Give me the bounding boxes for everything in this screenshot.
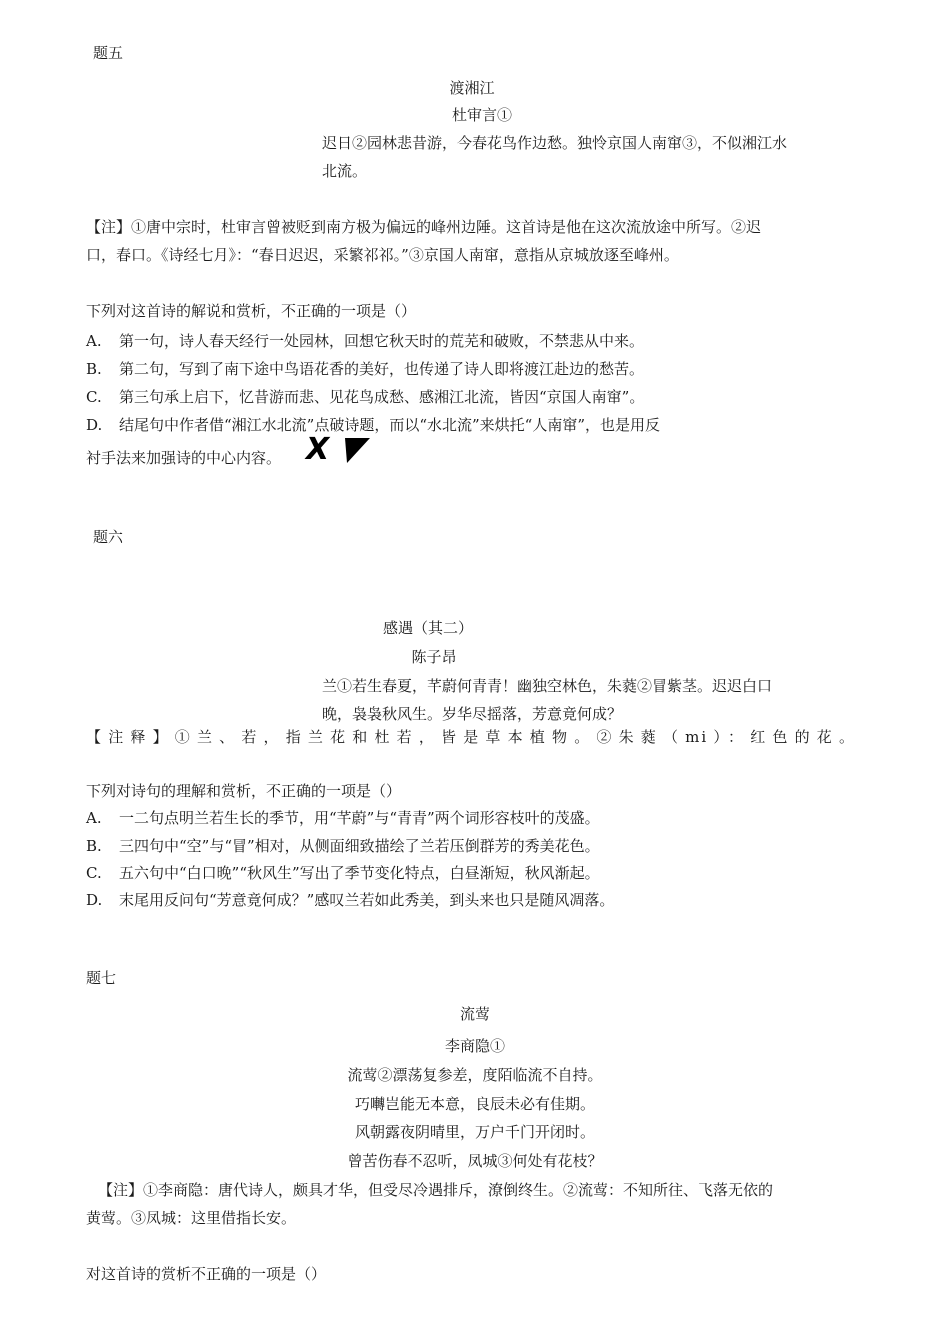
q5-poem-line-2: 北流。 xyxy=(322,162,368,180)
x-mark-icon: X xyxy=(306,432,330,467)
q5-question: 下列对这首诗的解说和赏析，不正确的一项是（） xyxy=(86,302,417,320)
q5-option-d: D. 结尾句中作者借“湘江水北流”点破诗题，而以“水北流”来烘托“人南窜”，也是用反 xyxy=(86,416,661,434)
q6-option-d: D. 末尾用反问句“芳意竟何成？”感叹兰若如此秀美，到头来也只是随风凋落。 xyxy=(86,891,615,909)
q6-note: 【注释】①兰、若，指兰花和杜若，皆是草本植物。②朱蕤（mi）：红色的花。 xyxy=(86,728,856,746)
q7-poem-author: 李商隐① xyxy=(444,1037,506,1055)
q5-poem-author: 杜审言① xyxy=(451,106,513,124)
triangle-mark-icon xyxy=(343,436,371,464)
q6-option-c: C. 五六句中“白口晚”“秋风生”写出了季节变化特点，白昼渐短，秋风渐起。 xyxy=(86,864,600,882)
q5-option-b: B. 第二句，写到了南下途中鸟语花香的美好，也传递了诗人即将渡江赴边的愁苦。 xyxy=(86,360,645,378)
q6-heading: 题六 xyxy=(93,528,124,546)
q6-poem-line-1: 兰①若生春夏，芊蔚何青青！幽独空林色，朱蕤②冒紫茎。迟迟白口 xyxy=(322,677,773,695)
q7-poem-line-2: 巧囀岂能无本意，良辰未必有佳期。 xyxy=(354,1095,595,1113)
q5-option-a: A. 第一句，诗人春天经行一处园林，回想它秋天时的荒芜和破败，不禁悲从中来。 xyxy=(86,332,645,350)
q6-option-b: B. 三四句中“空”与“冒”相对，从侧面细致描绘了兰若压倒群芳的秀美花色。 xyxy=(86,837,600,855)
q5-poem-line-1: 迟日②园林悲昔游，今春花鸟作边愁。独怜京国人南窜③，不似湘江水 xyxy=(322,134,788,152)
q7-poem-line-1: 流莺②漂荡复参差，度陌临流不自持。 xyxy=(347,1066,603,1084)
q6-poem-line-2: 晚，袅袅秋风生。岁华尽摇落，芳意竟何成？ xyxy=(322,705,623,723)
q5-note-line-2: 口，春口。《诗经七月》：“春日迟迟，采繁祁祁。”③京国人南窜，意指从京城放逐至峰州。 xyxy=(86,246,679,264)
q5-heading: 题五 xyxy=(93,44,124,62)
q6-question: 下列对诗句的理解和赏析，不正确的一项是（） xyxy=(86,782,402,800)
q7-poem-line-4: 曾苦伤春不忍听，凤城③何处有花枝？ xyxy=(347,1152,603,1170)
q5-note-line-1: 【注】①唐中宗时，杜审言曾被贬到南方极为偏远的峰州边陲。这首诗是他在这次流放途中所写。②迟 xyxy=(86,218,762,236)
q7-poem-title: 流莺 xyxy=(459,1005,491,1023)
q7-note-line-2: 黄莺。③凤城：这里借指长安。 xyxy=(86,1209,297,1227)
q6-option-a: A. 一二句点明兰若生长的季节，用“芊蔚”与“青青”两个词形容枝叶的茂盛。 xyxy=(86,809,600,827)
q7-poem-line-3: 风朝露夜阴晴里，万户千门开闭时。 xyxy=(354,1123,595,1141)
q7-note-line-1: 【注】①李商隐：唐代诗人，颇具才华，但受尽冷遇排斥，潦倒终生。②流莺：不知所往、飞落无依的 xyxy=(98,1181,774,1199)
q6-poem-title: 感遇（其二） xyxy=(382,619,474,637)
q5-option-d-continued: 衬手法来加强诗的中心内容。 xyxy=(86,449,282,467)
q7-heading: 题七 xyxy=(86,969,117,987)
q5-poem-title: 渡湘江 xyxy=(449,79,495,97)
q7-question: 对这首诗的赏析不正确的一项是（） xyxy=(86,1265,327,1283)
q5-option-c: C. 第三句承上启下，忆昔游而悲、见花鸟成愁、感湘江北流，皆因“京国人南窜”。 xyxy=(86,388,645,406)
q6-poem-author: 陈子昂 xyxy=(411,648,457,666)
